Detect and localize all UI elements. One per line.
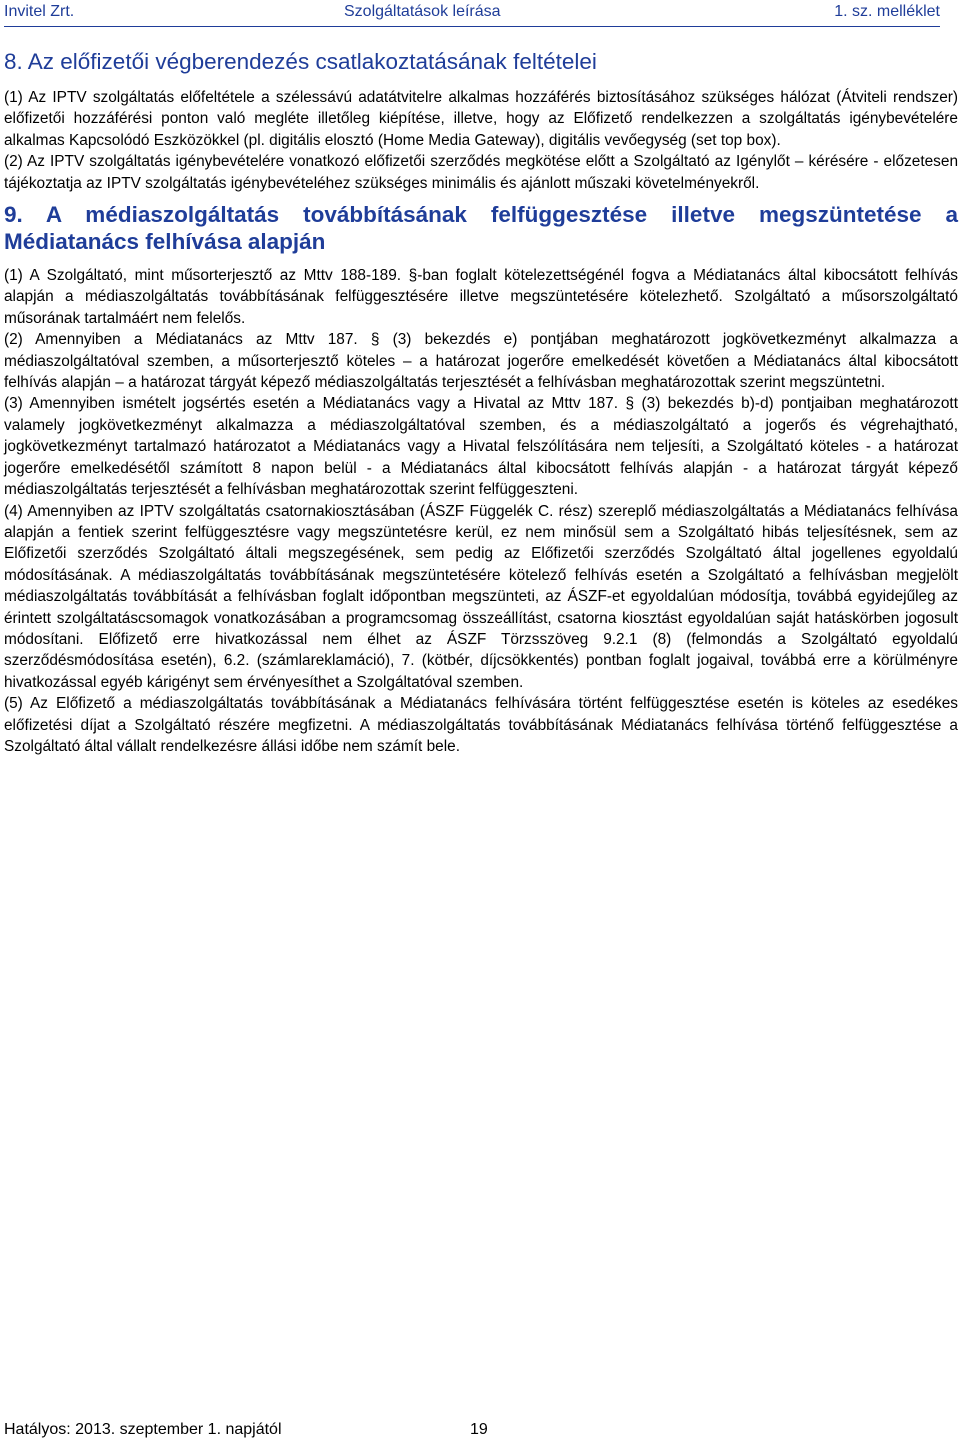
section-9-paragraph-4: (4) Amennyiben az IPTV szolgáltatás csatornakiosztásában (ÁSZF Függelék C. rész) szereplő médiaszolgáltatás a Médiatanács felhívása alapján a fentiek szerint felfüggesztésre vagy megszüntetésre kerül, ez nem minősül sem a Szolgáltató hibás teljesítésnek, sem az Előfizetői szerződés Szolgáltató általi megszegésének, sem pedig az Előfizetői szerződés Szolgáltató által jogellenes egyoldalú módosításának. A médiaszolgáltatás továbbításának megszüntetésére kötelező felhívás esetén a Szolgáltató a felhívásban megjelölt médiaszolgáltatás továbbítását a felhívásban foglalt időpontban megszünteti, az ÁSZF-et egyoldalúan módosítja, továbbá egyidejűleg az érintett szolgáltatáscsomagok vonatkozásában a programcsomag összeállítást, csatorna kiosztást egyoldalúan saját hatáskörben jogosult módosítani. Előfizető erre hivatkozással nem élhet az ÁSZF Törzsszöveg 9.2.1 (8) (felmondás a Szolgáltató egyoldalú szerződésmódosítása esetén), 6.2. (számlareklamáció), 7. (kötbér, díjcsökkentés) pontban foglalt jogaival, továbbá erre a körülményre hivatkozással egyéb kárigényt sem érvényesíthet a Szolgáltatóval szemben. — [4, 502, 958, 691]
section-9-paragraph-5: (5) Az Előfizető a médiaszolgáltatás továbbításának a Médiatanács felhívására történt felfüggesztése esetén is köteles az esedékes előfizetési díjat a Szolgáltató részére megfizetni. A médiaszolgáltatás továbbításának Médiatanács felhívása történő felfüggesztése a Szolgáltató által vállalt rendelkezésre állási időbe nem számít bele. — [4, 695, 958, 755]
header-company: Invitel Zrt. — [4, 3, 75, 20]
page-header — [4, 2, 940, 24]
page-content — [4, 48, 958, 757]
footer-page-number: 19 — [470, 1421, 488, 1438]
section-spacer — [4, 194, 958, 201]
section-8-paragraph-1: (1) Az IPTV szolgáltatás előfeltétele a szélessávú adatátvitelre alkalmas hozzáférés biztosításához szükséges hálózat (Átviteli rendszer) előfizetői hozzáférési ponton való megléte illetőleg kiépítése, illetve, hogy az Előfizető rendelkezzen a szolgáltatás igénybevételére alkalmas Kapcsolódó Eszközökkel (pl. digitális elosztó (Home Media Gateway), digitális vevőegység (set top box). — [4, 89, 958, 149]
page-footer — [4, 1420, 604, 1442]
section-9-paragraph-2: (2) Amennyiben a Médiatanács az Mttv 187. § (3) bekezdés e) pontjában meghatározott jogkövetkezményt alkalmazza a médiaszolgáltatóval szemben, a műsorterjesztő köteles – a határozat jogerőre emelkedését követően a Médiatanács által kibocsátott felhívás alapján – a határozat tárgyát képező médiaszolgáltatás terjesztését a felhívásban meghatározottak szerint megszüntetni. — [4, 331, 958, 392]
header-annex: 1. sz. melléklet — [834, 3, 940, 20]
section-9-paragraph-1: (1) A Szolgáltató, mint műsorterjesztő az Mttv 188-189. §-ban foglalt kötelezettségénél fogva a Médiatanács által kibocsátott felhívás alapján a médiaszolgáltatás továbbításának felfüggesztésére illetve megszüntetésére kötelezhető. Szolgáltató a műsorszolgáltató műsorának tartalmáért nem felelős. — [4, 267, 958, 327]
section-9-paragraph-3: (3) Amennyiben ismételt jogsértés esetén a Médiatanács vagy a Hivatal az Mttv 187. § (3) bekezdés b)-d) pontjaiban meghatározott valamely jogkövetkezményt alkalmazza a médiaszolgáltatóval szemben, és a médiaszolgáltató a jogerős és végrehajtható, jogkövetkezményt tartalmazó határozatot a Médiatanács vagy a Hivatal felszólítására nem teljesíti, a Szolgáltató köteles - a határozat jogerőre emelkedésétől számított 8 napon belül - a Médiatanács által kibocsátott felhívás alapján - a határozat tárgyát képező médiaszolgáltatás terjesztését a felhívásban meghatározottak szerint felfüggeszteni. — [4, 395, 958, 499]
header-document-title: Szolgáltatások leírása — [344, 3, 501, 20]
section-8-paragraph-2: (2) Az IPTV szolgáltatás igénybevételére vonatkozó előfizetői szerződés megkötése előtt a Szolgáltató az Igénylőt – kérésére - előzetesen tájékoztatja az IPTV szolgáltatás igénybevételéhez szükséges minimális és ajánlott műszaki követelményekről. — [4, 153, 958, 192]
footer-effective-date: Hatályos: 2013. szeptember 1. napjától — [4, 1421, 282, 1438]
section-9-title: 9. A médiaszolgáltatás továbbításának felfüggesztése illetve megszüntetése a Médiatanács felhívása alapján — [4, 202, 958, 255]
section-8-title: 8. Az előfizetői végberendezés csatlakoztatásának feltételei — [4, 49, 597, 74]
header-divider — [4, 26, 940, 27]
